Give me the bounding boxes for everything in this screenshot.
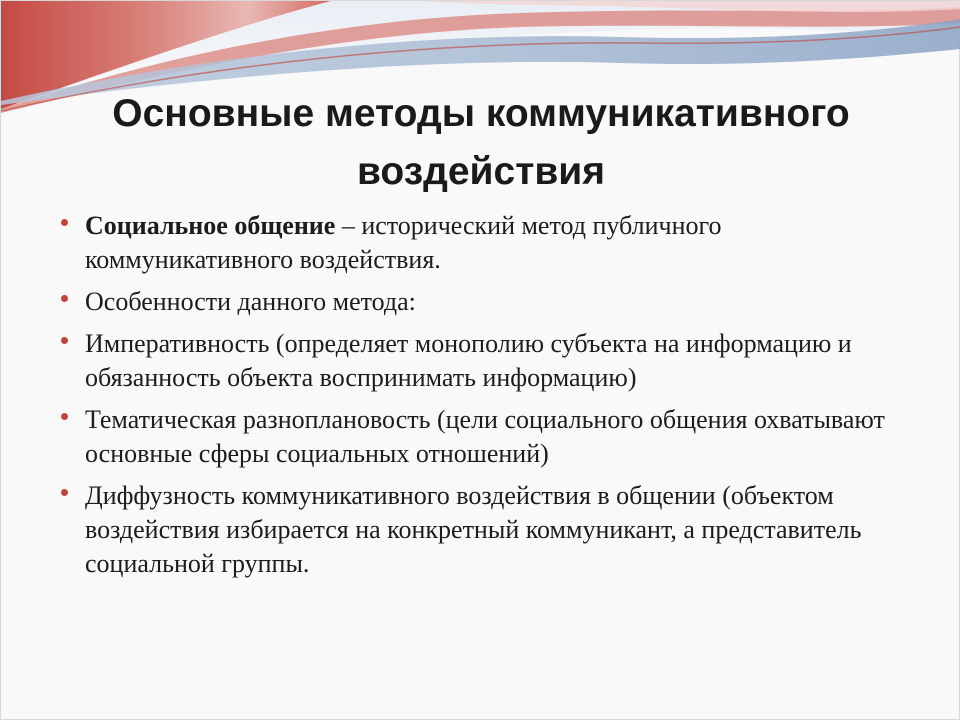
bullet-item-social-communication [59, 209, 921, 277]
bullet-item-imperativeness [59, 327, 921, 395]
bullet-dot-icon [61, 219, 68, 226]
bullet-text: – исторический метод публичного коммуникативного воздействия. [85, 211, 722, 274]
bullet-list [59, 209, 921, 589]
bullet-dot-icon [61, 489, 68, 496]
slide-title [41, 85, 921, 201]
bullet-text: Диффузность коммуникативного воздействия в общении (объектом воздействия избирается на конкретный коммуникант, а представитель социальной группы. [85, 481, 862, 578]
bullet-dot-icon [61, 337, 68, 344]
bullet-text: Императивность (определяет монополию субъекта на информацию и обязанность объекта воспринимать информацию) [85, 329, 852, 392]
bullet-lead-term: Социальное общение [85, 211, 336, 240]
bullet-item-method-features [59, 285, 921, 319]
bullet-dot-icon [61, 413, 68, 420]
bullet-item-diffuseness [59, 479, 921, 581]
bullet-dot-icon [61, 295, 68, 302]
slide-title-line-2: воздействия [356, 150, 606, 193]
bullet-text: Тематическая разноплановость (цели социального общения охватывают основные сферы социальных отношений) [85, 405, 885, 468]
bullet-text: Особенности данного метода: [85, 287, 416, 316]
bullet-item-thematic-diversity [59, 403, 921, 471]
slide-title-line-1: Основные методы коммуникативного [112, 92, 850, 135]
